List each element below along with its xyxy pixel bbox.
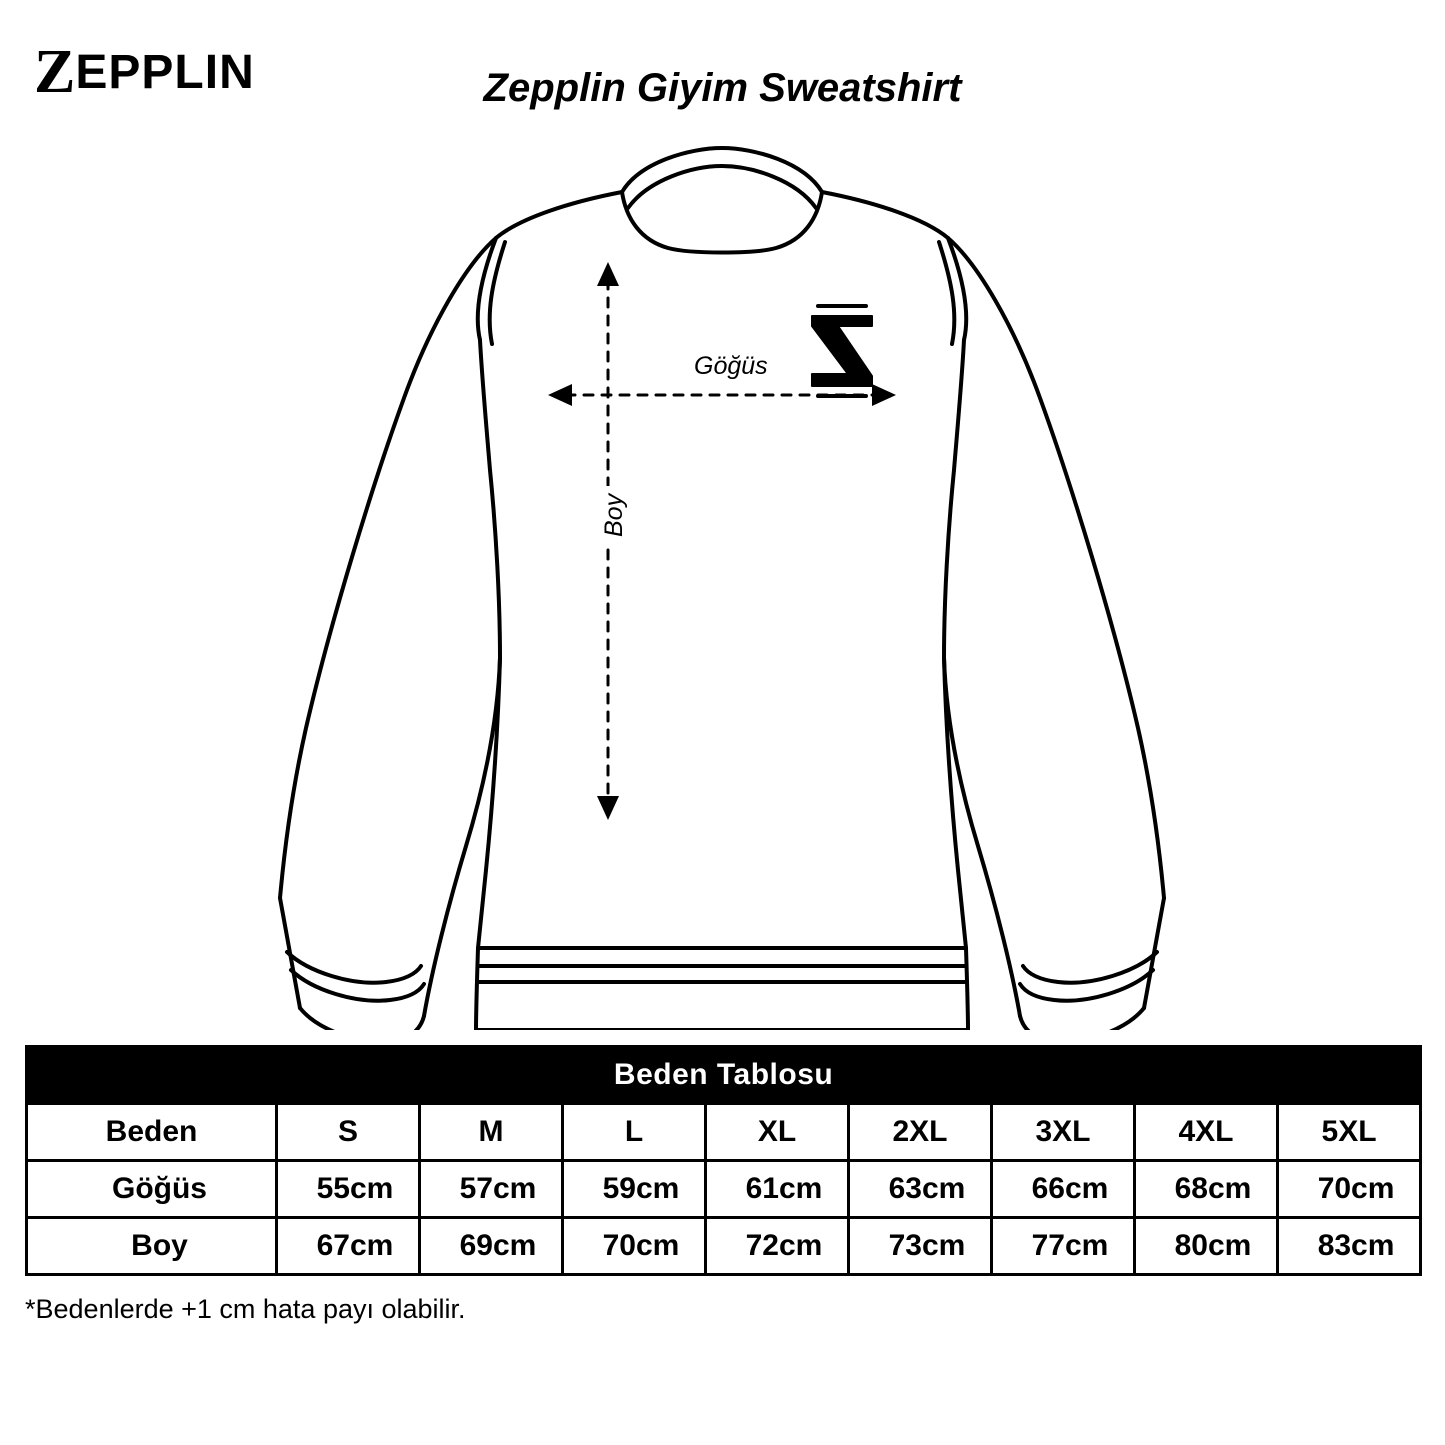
shirt-chest-logo <box>812 306 872 396</box>
row-label-gogus: Göğüs <box>27 1161 277 1218</box>
column-header-4xl: 4XL <box>1135 1104 1278 1161</box>
sweatshirt-drawing <box>0 130 1445 1030</box>
cell-boy-xl: 72cm <box>706 1218 849 1275</box>
length-dimension-label: Boy <box>596 486 633 545</box>
garment-illustration <box>0 130 1445 1030</box>
column-header-2xl: 2XL <box>849 1104 992 1161</box>
chest-dimension-label: Göğüs <box>686 352 776 381</box>
row-label-boy: Boy <box>27 1218 277 1275</box>
cell-boy-s: 67cm <box>277 1218 420 1275</box>
footnote: *Bedenlerde +1 cm hata payı olabilir. <box>25 1294 466 1324</box>
cell-boy-m: 69cm <box>420 1218 563 1275</box>
table-title: Beden Tablosu <box>27 1047 1421 1104</box>
cell-gogus-4xl: 68cm <box>1135 1161 1278 1218</box>
cell-gogus-2xl: 63cm <box>849 1161 992 1218</box>
table-header-row <box>27 1104 1421 1161</box>
column-header-l: L <box>563 1104 706 1161</box>
page-title-primary: Zepplin Giyim <box>483 66 760 110</box>
page-title <box>0 66 1445 111</box>
table-row <box>27 1218 1421 1275</box>
cell-gogus-3xl: 66cm <box>992 1161 1135 1218</box>
size-table <box>25 1045 1422 1276</box>
chest-measure-arrow <box>548 384 896 406</box>
table-row <box>27 1161 1421 1218</box>
cell-gogus-5xl: 70cm <box>1278 1161 1421 1218</box>
cell-boy-l: 70cm <box>563 1218 706 1275</box>
table-title-row <box>27 1047 1421 1104</box>
column-header-m: M <box>420 1104 563 1161</box>
cell-gogus-l: 59cm <box>563 1161 706 1218</box>
cell-boy-5xl: 83cm <box>1278 1218 1421 1275</box>
column-header-xl: XL <box>706 1104 849 1161</box>
page-header <box>0 0 1445 140</box>
cell-gogus-xl: 61cm <box>706 1161 849 1218</box>
page-title-secondary: Sweatshirt <box>759 66 962 110</box>
cell-boy-2xl: 73cm <box>849 1218 992 1275</box>
column-header-5xl: 5XL <box>1278 1104 1421 1161</box>
column-header-3xl: 3XL <box>992 1104 1135 1161</box>
cell-boy-3xl: 77cm <box>992 1218 1135 1275</box>
cell-boy-4xl: 80cm <box>1135 1218 1278 1275</box>
cell-gogus-s: 55cm <box>277 1161 420 1218</box>
column-header-beden: Beden <box>27 1104 277 1161</box>
brand-logo-initial: Z <box>34 38 75 106</box>
brand-logo-text: EPPLIN <box>75 46 255 99</box>
column-header-s: S <box>277 1104 420 1161</box>
cell-gogus-m: 57cm <box>420 1161 563 1218</box>
size-table-container <box>25 1045 1421 1276</box>
